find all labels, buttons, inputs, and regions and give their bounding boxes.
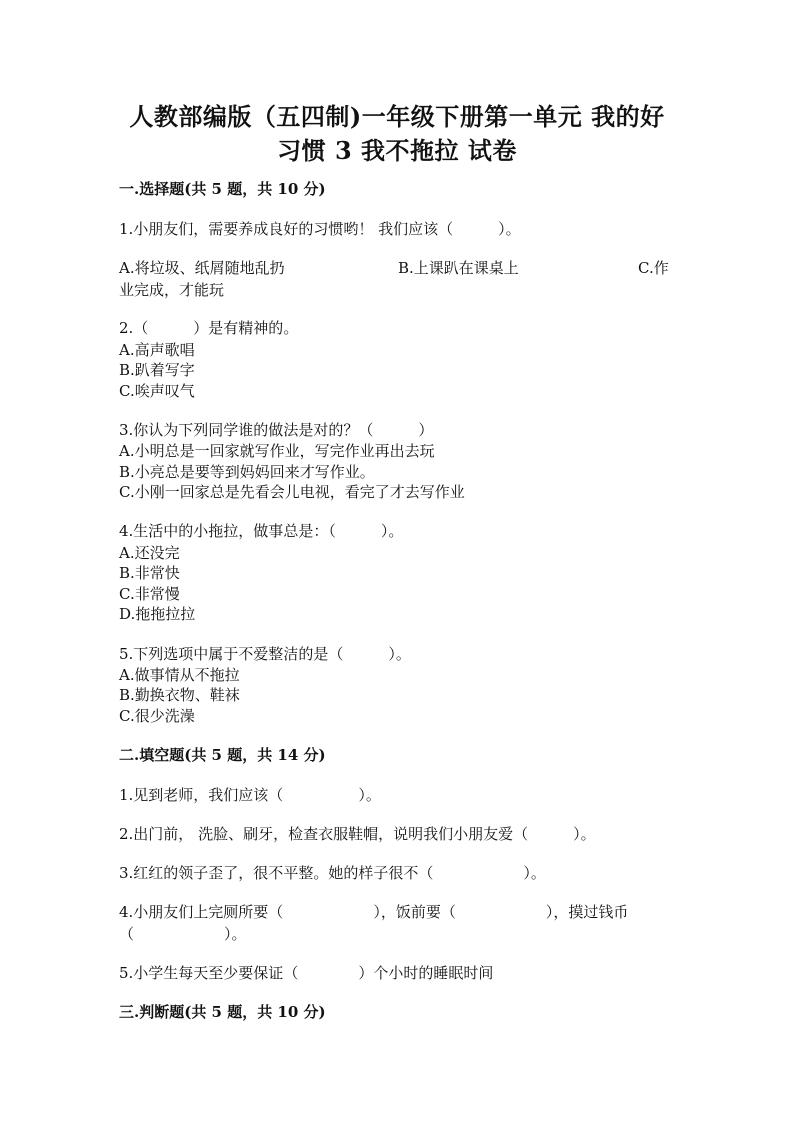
option-c: C.作 <box>638 259 669 277</box>
fill-in-question: 5.小学生每天至少要保证（ ）个小时的睡眠时间 <box>119 964 494 982</box>
option-a: A.将垃圾、纸屑随地乱扔 <box>119 259 285 277</box>
option-a: A.还没完 <box>119 544 180 562</box>
question-stem: 3.你认为下列同学谁的做法是对的？（ ） <box>119 421 434 439</box>
fill-in-question: 2.出门前， 洗脸、刷牙，检查衣服鞋帽，说明我们小朋友爱（ ）。 <box>119 825 596 843</box>
option-b: B.小亮总是要等到妈妈回来才写作业。 <box>119 463 375 481</box>
option-c: C.小刚一回家总是先看会儿电视，看完了才去写作业 <box>119 483 465 501</box>
question-stem: 2.（ ）是有精神的。 <box>119 319 299 337</box>
option-a: A.高声歌唱 <box>119 341 195 359</box>
option-b: B.勤换衣物、鞋袜 <box>119 686 240 704</box>
exam-title-line1: 人教部编版（五四制)一年级下册第一单元 我的好 <box>129 102 665 131</box>
question-stem: 1.小朋友们，需要养成良好的习惯哟！ 我们应该（ ）。 <box>119 220 521 238</box>
section-heading-multiple-choice: 一.选择题(共 5 题，共 10 分) <box>119 180 326 198</box>
question-stem: 5.下列选项中属于不爱整洁的是（ ）。 <box>119 645 411 663</box>
fill-in-question: 1.见到老师，我们应该（ ）。 <box>119 786 381 804</box>
option-b: B.趴着写字 <box>119 361 195 379</box>
option-b: B.上课趴在课桌上 <box>398 259 519 277</box>
option-c-continuation: 业完成，才能玩 <box>119 281 225 299</box>
exam-title-line2: 习惯 3 我不拖拉 试卷 <box>277 136 517 165</box>
fill-in-question: 3.红红的领子歪了，很不平整。她的样子很不（ ）。 <box>119 864 546 882</box>
option-c: C.很少洗澡 <box>119 707 195 725</box>
option-c: C.唉声叹气 <box>119 382 195 400</box>
option-a: A.小明总是一回家就写作业，写完作业再出去玩 <box>119 442 435 460</box>
fill-in-question-continuation: （ ）。 <box>119 925 247 943</box>
section-heading-fill-in: 二.填空题(共 5 题，共 14 分) <box>119 746 326 764</box>
option-a: A.做事情从不拖拉 <box>119 666 240 684</box>
question-stem: 4.生活中的小拖拉，做事总是：（ ）。 <box>119 522 404 540</box>
section-heading-true-false: 三.判断题(共 5 题，共 10 分) <box>119 1003 326 1021</box>
option-c: C.非常慢 <box>119 585 180 603</box>
option-d: D.拖拖拉拉 <box>119 605 196 623</box>
option-b: B.非常快 <box>119 564 180 582</box>
fill-in-question: 4.小朋友们上完厕所要（ ），饭前要（ ），摸过钱币 <box>119 903 629 921</box>
